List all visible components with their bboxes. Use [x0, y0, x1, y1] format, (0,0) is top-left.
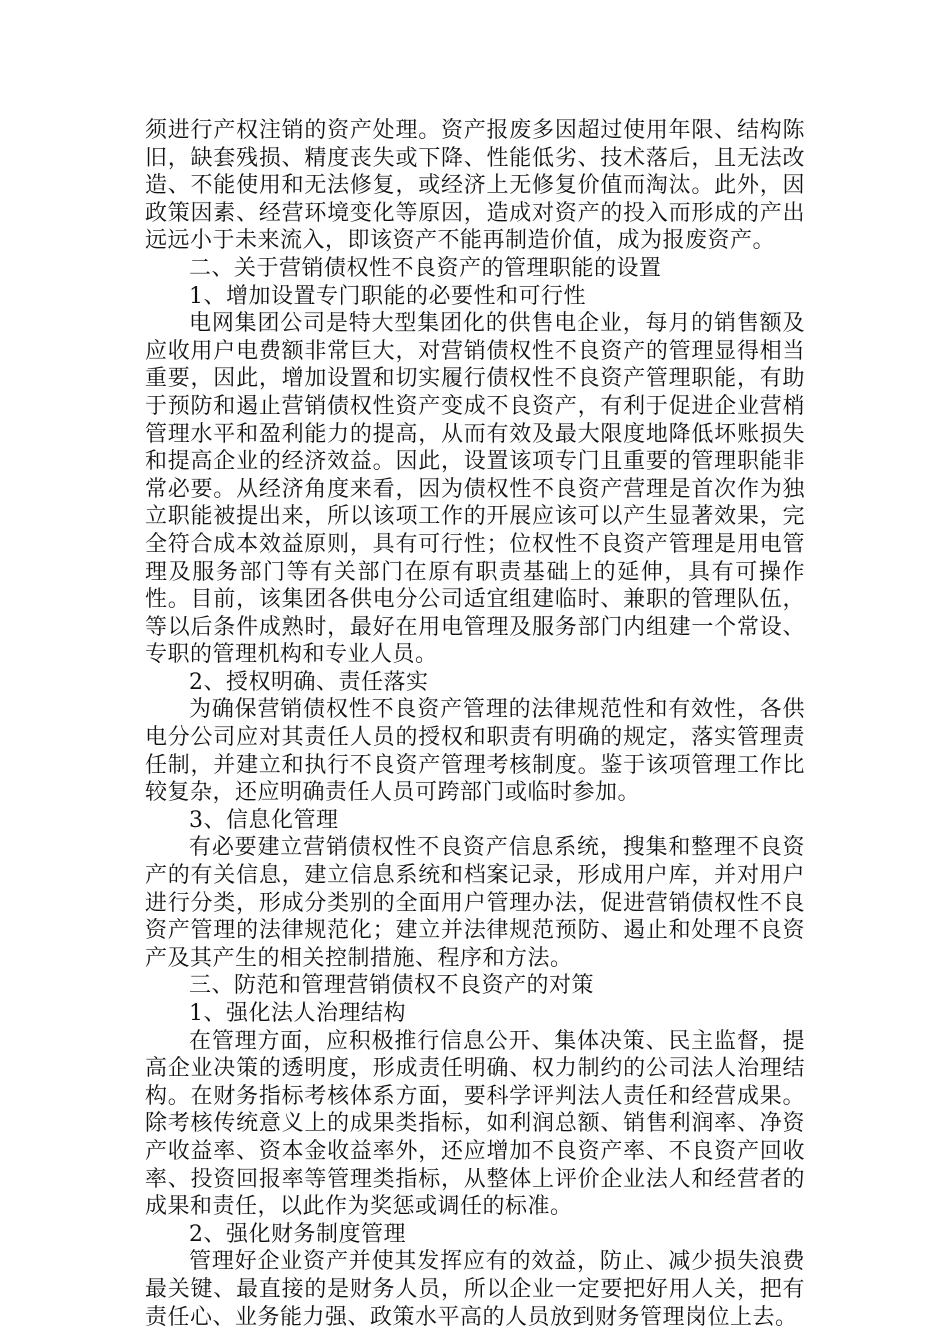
paragraph-3-2: 管理好企业资产并使其发挥应有的效益，防止、减少损失浪费最关键、最直接的是财务人员，所以企业一定要把好用人关，把有责任心、业务能力强、政策水平高的人员放到财务管理岗位上去。	[145, 1249, 805, 1330]
paragraph-2-1: 电网集团公司是特大型集团化的供售电企业，每月的销售额及应收用户电费额非常巨大，对营销债权性不良资产的管理显得相当重要，因此，增加设置和切实履行债权性不良资产管理职能，有助于预防和遏止营销债权性资产变成不良资产，有利于促进企业营梢管理水平和盈利能力的提高，从而有效及最大限度地降低坏账损失和提高企业的经济效益。因此，设置该项专门且重要的管理职能非常必要。从经济角度来看，因为债权性不良资产营理是首次作为独立职能被提出来，所以该项工作的开展应该可以产生显著效果，完全符合成本效益原则，具有可行性；位权性不良资产管理是用电管理及服务部门等有关部门在原有职责基础上的延伸，具有可操作性。目前，该集团各供电分公司适宜组建临时、兼职的管理队伍，等以后条件成熟时，最好在用电管理及服务部门内组建一个常设、专职的管理机构和专业人员。	[145, 311, 805, 668]
paragraph-2-3: 有必要建立营销债权性不良资产信息系统，搜集和整理不良资产的有关信息，建立信息系统和档案记录，形成用户库，并对用户进行分类，形成分类别的全面用户管理办法，促进营销债权性不良资产管理的法律规范化；建立并法律规范预防、遏止和处理不良资产及其产生的相关控制措施、程序和方法。	[145, 835, 805, 971]
subheading-2-3: 3、信息化管理	[189, 807, 339, 833]
section-heading-2: 二、关于营销债权性不良资产的管理职能的设置	[189, 255, 662, 281]
paragraph-3-1: 在管理方面，应积极推行信息公开、集体决策、民主监督，提高企业决策的透明度，形成责任明确、权力制约的公司法人治理结构。在财务指标考核体系方面，要科学评判法人责任和经营成果。除考核传统意义上的成果类指标，如利润总额、销售利润率、净资产收益率、资本金收益率外，还应增加不良资产率、不良资产回收率、投资回报率等管理类指标，从整体上评价企业法人和经营者的成果和责任，以此作为奖惩或调任的标准。	[145, 1028, 805, 1220]
paragraph-2-2: 为确保营销债权性不良资产管理的法律规范性和有效性，各供电分公司应对其责任人员的授权和职责有明确的规定，落实管理责任制，并建立和执行不良资产管理考核制度。鉴于该项管理工作比较复杂，还应明确责任人员可跨部门或临时参加。	[145, 697, 805, 806]
subheading-3-1: 1、强化法人治理结构	[189, 1001, 406, 1026]
subheading-3-2: 2、强化财务制度管理	[189, 1221, 406, 1247]
subheading-2-1: 1、增加设置专门职能的必要性和可行性	[189, 283, 586, 309]
paragraph-continuation: 须进行产权注销的资产处理。资产报废多因超过使用年限、结构陈旧，缺套残损、精度丧失或下降、性能低劣、技术落后，且无法改造、不能使用和无法修复，或经济上无修复价值而淘汰。此外，因政策因素、经营环境变化等原因，造成对资产的投入而形成的产出远远小于未来流入，即该资产不能再制造价值，成为报废资产。	[145, 118, 805, 254]
document-page	[145, 117, 805, 1331]
section-heading-3: 三、防范和管理营销债权不良资产的对策	[189, 973, 595, 999]
subheading-2-2: 2、授权明确、责任落实	[189, 669, 429, 695]
